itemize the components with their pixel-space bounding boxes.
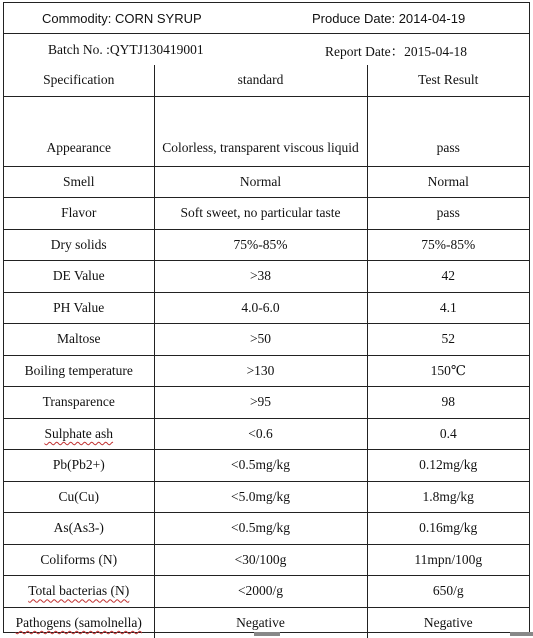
column-header-specification: Specification bbox=[4, 65, 154, 96]
standard-cell: <0.6 bbox=[154, 418, 367, 450]
result-cell: Negative bbox=[367, 607, 529, 638]
page-edge-mark bbox=[510, 632, 533, 636]
result-cell: pass bbox=[367, 96, 529, 166]
report-sheet bbox=[3, 2, 530, 633]
spec-cell: Pb(Pb2+) bbox=[4, 450, 154, 482]
standard-cell: >50 bbox=[154, 324, 367, 356]
standard-cell: <0.5mg/kg bbox=[154, 513, 367, 545]
spec-cell bbox=[4, 607, 154, 638]
spec-cell: PH Value bbox=[4, 292, 154, 324]
spec-cell: Cu(Cu) bbox=[4, 481, 154, 513]
result-cell: 75%-85% bbox=[367, 229, 529, 261]
spec-cell: Coliforms (N) bbox=[4, 544, 154, 576]
spec-text: Sulphate ash bbox=[44, 425, 114, 441]
page-edge-mark bbox=[254, 632, 280, 636]
specification-table bbox=[4, 65, 529, 638]
result-cell: 42 bbox=[367, 261, 529, 293]
standard-cell: >95 bbox=[154, 387, 367, 419]
result-cell: 0.4 bbox=[367, 418, 529, 450]
table-row bbox=[4, 229, 529, 261]
standard-cell: Normal bbox=[154, 166, 367, 198]
table-row bbox=[4, 324, 529, 356]
spec-cell: DE Value bbox=[4, 261, 154, 293]
spec-cell: Smell bbox=[4, 166, 154, 198]
standard-cell: <5.0mg/kg bbox=[154, 481, 367, 513]
table-row bbox=[4, 387, 529, 419]
standard-cell: Soft sweet, no particular taste bbox=[154, 198, 367, 230]
table-row bbox=[4, 450, 529, 482]
table-row bbox=[4, 198, 529, 230]
spec-text: Total bacterias (N) bbox=[28, 583, 130, 599]
batch-number: Batch No. :QYTJ130419001 bbox=[48, 41, 204, 57]
standard-cell: Negative bbox=[154, 607, 367, 638]
standard-cell: <0.5mg/kg bbox=[154, 450, 367, 482]
standard-cell: <30/100g bbox=[154, 544, 367, 576]
spec-text: Pathogens (samolnella) bbox=[15, 614, 142, 630]
table-row bbox=[4, 166, 529, 198]
result-cell: 150℃ bbox=[367, 355, 529, 387]
spec-cell: Appearance bbox=[4, 96, 154, 166]
result-cell: 4.1 bbox=[367, 292, 529, 324]
result-cell: 52 bbox=[367, 324, 529, 356]
table-row bbox=[4, 513, 529, 545]
spec-cell: Maltose bbox=[4, 324, 154, 356]
result-cell: Normal bbox=[367, 166, 529, 198]
table-row bbox=[4, 96, 529, 166]
spec-cell: Flavor bbox=[4, 198, 154, 230]
standard-cell: >130 bbox=[154, 355, 367, 387]
result-cell: 98 bbox=[367, 387, 529, 419]
column-header-standard: standard bbox=[154, 65, 367, 96]
standard-cell: 75%-85% bbox=[154, 229, 367, 261]
result-cell: 650/g bbox=[367, 576, 529, 608]
produce-date: Produce Date: 2014-04-19 bbox=[311, 10, 466, 26]
spec-cell: Boiling temperature bbox=[4, 355, 154, 387]
result-cell: 11mpn/100g bbox=[367, 544, 529, 576]
standard-cell: 4.0-6.0 bbox=[154, 292, 367, 324]
standard-cell: >38 bbox=[154, 261, 367, 293]
header-row-batch bbox=[4, 34, 529, 65]
spec-cell: Dry solids bbox=[4, 229, 154, 261]
result-cell: 0.16mg/kg bbox=[367, 513, 529, 545]
table-row bbox=[4, 576, 529, 608]
table-row bbox=[4, 261, 529, 293]
table-row bbox=[4, 355, 529, 387]
spec-cell: Transparence bbox=[4, 387, 154, 419]
result-cell: 0.12mg/kg bbox=[367, 450, 529, 482]
table-row bbox=[4, 544, 529, 576]
spec-cell bbox=[4, 418, 154, 450]
table-row bbox=[4, 481, 529, 513]
standard-cell: <2000/g bbox=[154, 576, 367, 608]
standard-cell: Colorless, transparent viscous liquid bbox=[154, 96, 367, 166]
table-row bbox=[4, 418, 529, 450]
spec-cell: As(As3-) bbox=[4, 513, 154, 545]
commodity-label: Commodity: CORN SYRUP bbox=[42, 10, 202, 26]
result-cell: pass bbox=[367, 198, 529, 230]
table-row bbox=[4, 292, 529, 324]
result-cell: 1.8mg/kg bbox=[367, 481, 529, 513]
table-header-row bbox=[4, 65, 529, 96]
spec-cell bbox=[4, 576, 154, 608]
header-row-commodity bbox=[4, 3, 529, 34]
column-header-test-result: Test Result bbox=[367, 65, 529, 96]
report-date: Report Date：2015-04-18 bbox=[324, 43, 468, 59]
